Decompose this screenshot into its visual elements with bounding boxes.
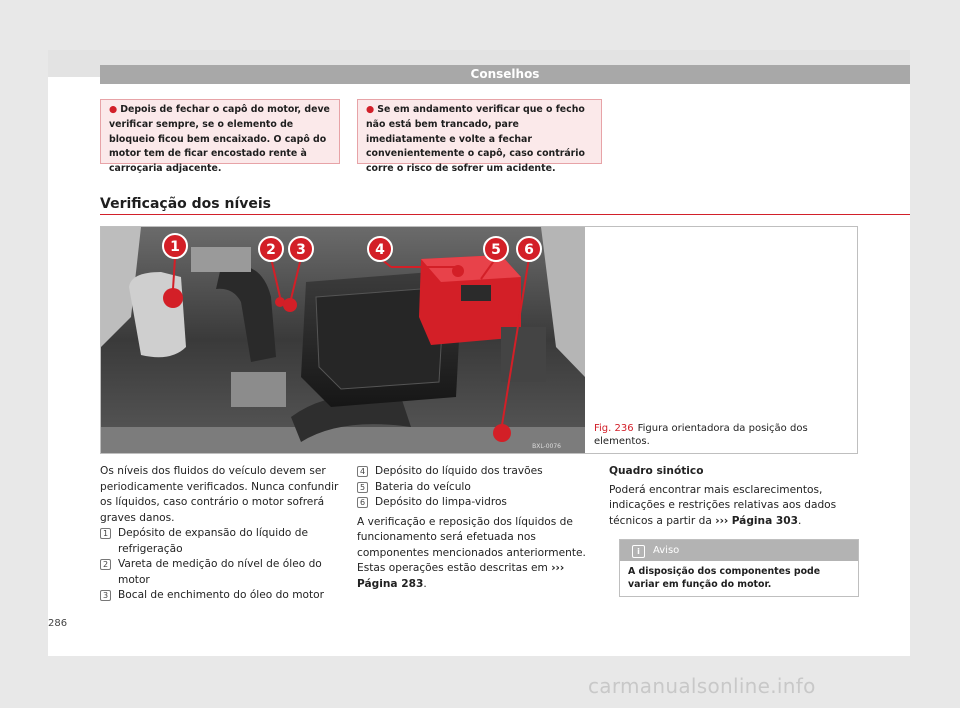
callout-6 bbox=[517, 237, 541, 261]
section-divider bbox=[100, 214, 910, 215]
list-item-text: Depósito de expansão do líquido de refrigeração bbox=[118, 527, 309, 555]
list-item-text: Depósito do líquido dos travões bbox=[375, 465, 543, 477]
number-badge: 1 bbox=[100, 528, 111, 539]
notice-header bbox=[620, 540, 858, 561]
svg-text:3: 3 bbox=[296, 242, 306, 258]
number-badge: 4 bbox=[357, 466, 368, 477]
list-item bbox=[100, 526, 340, 557]
overview-title: Quadro sinótico bbox=[609, 465, 704, 477]
number-badge: 2 bbox=[100, 559, 111, 570]
warning-box-2 bbox=[357, 99, 602, 175]
bullet-icon: ● bbox=[366, 104, 375, 115]
notice-title: Aviso bbox=[653, 545, 680, 556]
callout-5 bbox=[484, 237, 508, 261]
notice-text: A disposição dos componentes pode variar em função do motor. bbox=[628, 566, 821, 590]
list-item-text: Depósito do limpa-vidros bbox=[375, 496, 507, 508]
svg-text:5: 5 bbox=[491, 242, 501, 258]
callout-2 bbox=[259, 237, 283, 261]
sentence-end: . bbox=[798, 514, 802, 527]
intro-paragraph: Os níveis dos fluidos do veículo devem ser periodicamente verificados. Nunca confundir os líquidos, caso contrário o motor sofrerá graves danos. bbox=[100, 465, 339, 524]
manual-page bbox=[48, 50, 910, 656]
callout-1 bbox=[163, 234, 187, 258]
svg-text:2: 2 bbox=[266, 242, 276, 258]
figure-caption-text: Figura orientadora da posição dos elementos. bbox=[594, 423, 808, 447]
chapter-header: Conselhos bbox=[100, 65, 910, 84]
number-badge: 6 bbox=[357, 497, 368, 508]
page-link-arrow: ››› bbox=[551, 562, 565, 574]
engine-illustration bbox=[101, 227, 585, 453]
page-link-303[interactable]: Página 303 bbox=[731, 514, 799, 527]
list-item bbox=[100, 588, 340, 604]
info-icon: i bbox=[632, 545, 645, 558]
column-1 bbox=[100, 464, 340, 604]
svg-text:1: 1 bbox=[170, 239, 180, 255]
column-2 bbox=[357, 464, 602, 592]
list-item bbox=[357, 464, 602, 480]
svg-text:6: 6 bbox=[524, 242, 534, 258]
page-link-283[interactable]: Página 283 bbox=[357, 577, 424, 590]
number-badge: 3 bbox=[100, 590, 111, 601]
overview-paragraph bbox=[609, 483, 859, 530]
svg-text:4: 4 bbox=[375, 242, 385, 258]
list-item bbox=[357, 480, 602, 496]
column-3 bbox=[609, 464, 859, 529]
number-badge: 5 bbox=[357, 482, 368, 493]
notice-box bbox=[619, 539, 859, 597]
photo-code: BXL-0076 bbox=[532, 443, 561, 450]
callout-4 bbox=[368, 237, 392, 261]
overview-text: Poderá encontrar mais esclarecimentos, indicações e restrições relativas aos dados técnicos a partir da bbox=[609, 483, 837, 527]
procedure-text: A verificação e reposição dos líquidos de funcionamento será efetuada nos componentes mencionados anteriormente. Estas operações estão descritas em bbox=[357, 515, 586, 574]
list-item-text: Vareta de medição do nível de óleo do motor bbox=[118, 558, 322, 586]
figure-number: Fig. 236 bbox=[594, 423, 634, 434]
procedure-paragraph bbox=[357, 515, 602, 593]
section-title: Verificação dos níveis bbox=[100, 196, 271, 212]
list-item bbox=[357, 495, 602, 511]
page-number: 286 bbox=[48, 618, 68, 629]
watermark: carmanualsonline.info bbox=[588, 674, 816, 698]
callout-3 bbox=[289, 237, 313, 261]
list-item bbox=[100, 557, 340, 588]
warning-box-1 bbox=[100, 99, 340, 175]
engine-bay-photo bbox=[101, 227, 585, 453]
page-link-arrow: ››› bbox=[715, 514, 729, 527]
figure-caption bbox=[594, 422, 849, 448]
sentence-end: . bbox=[423, 577, 427, 590]
list-item-text: Bocal de enchimento do óleo do motor bbox=[118, 589, 324, 601]
bullet-icon: ● bbox=[109, 104, 118, 115]
warning-text-1: Depois de fechar o capô do motor, deve verificar sempre, se o elemento de bloqueio ficou bem encaixado. O capô do motor tem de ficar encostado rente à carroçaria adjacente. bbox=[109, 104, 330, 175]
warning-text-2: Se em andamento verificar que o fecho não está bem trancado, pare imediatamente e volte a fechar convenientemente o capô, caso contrário corre o risco de sofrer um acidente. bbox=[366, 104, 585, 175]
list-item-text: Bateria do veículo bbox=[375, 480, 471, 493]
